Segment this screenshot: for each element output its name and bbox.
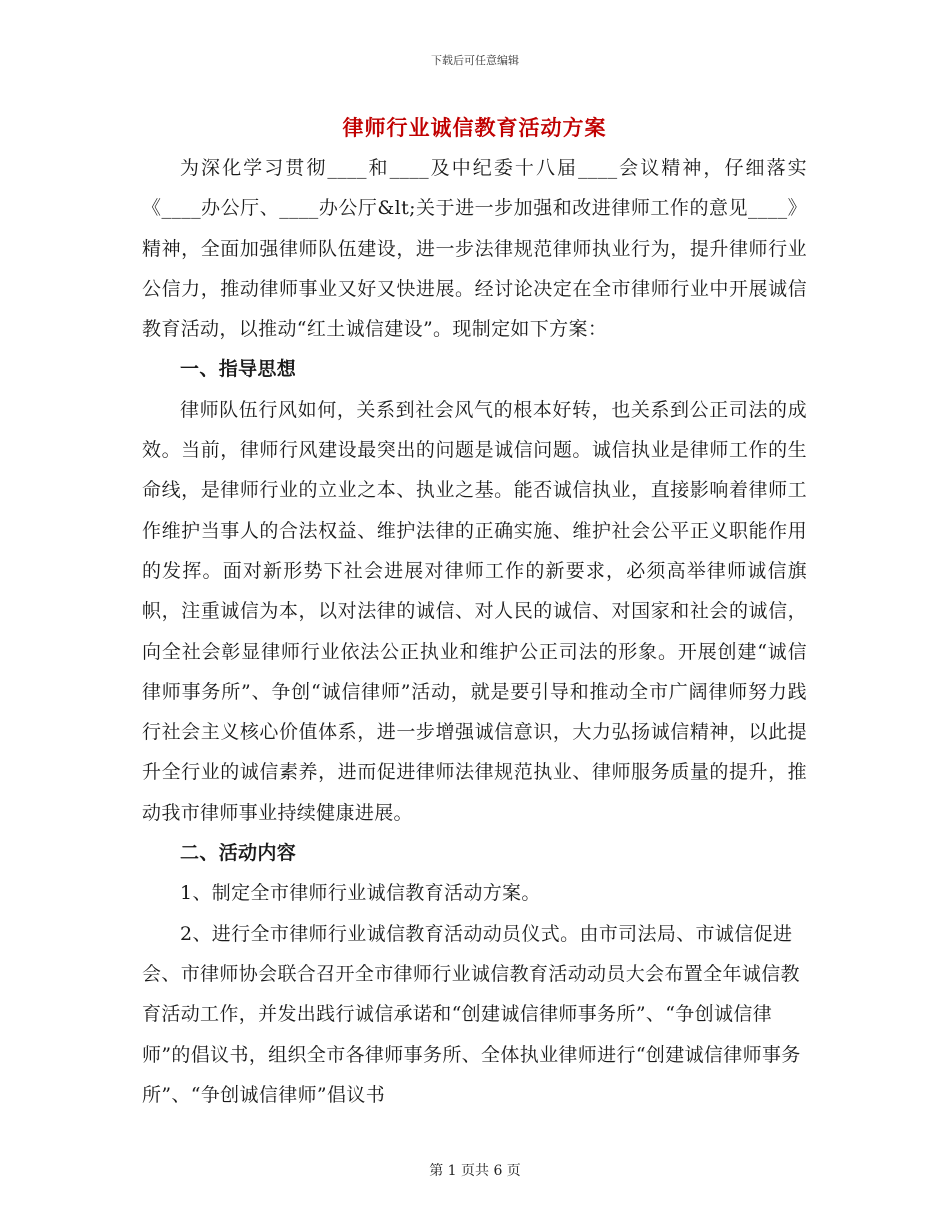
activity-item-1: 1、制定全市律师行业诚信教育活动方案。 — [180, 882, 541, 905]
activity-item-2: 2、进行全市律师行业诚信教育活动动员仪式。由市司法局、市诚信促进会、市律师协会联合召开全市律师行业诚信教育活动动员大会布置全年诚信教育活动工作，并发出践行诚信承诺和“创建诚信律师事务所”、“争创诚信律师”的倡议书，组织全市各律师事务所、全体执业律师进行“创建诚信律师事务所”、“争创诚信律师”倡议书 — [142, 922, 801, 1106]
document-title: 律师行业诚信教育活动方案 — [342, 115, 607, 140]
page-number: 第 1 页共 6 页 — [429, 1163, 521, 1179]
section-body-guiding-ideology: 律师队伍行风如何，关系到社会风气的根本好转，也关系到公正司法的成效。当前，律师行风建设最突出的问题是诚信问题。诚信执业是律师工作的生命线，是律师行业的立业之本、执业之基。能否诚信执业，直接影响着律师工作维护当事人的合法权益、维护法律的正确实施、维护社会公平正义职能作用的发挥。面对新形势下社会进展对律师工作的新要求，必须高举律师诚信旗帜，注重诚信为本，以对法律的诚信、对人民的诚信、对国家和社会的诚信，向全社会彰显律师行业依法公正执业和维护公正司法的形象。开展创建“诚信律师事务所”、争创“诚信律师”活动，就是要引导和推动全市广阔律师努力践行社会主义核心价值体系，进一步增强诚信意识，大力弘扬诚信精神，以此提升全行业的诚信素养，进而促进律师法律规范执业、律师服务质量的提升，推动我市律师事业持续健康进展。 — [142, 398, 807, 824]
document-page — [142, 110, 807, 1115]
page-header-note: 下载后可任意编辑 — [431, 54, 519, 67]
intro-paragraph: 为深化学习贯彻____和____及中纪委十八届____会议精神，仔细落实《____办公厅、____办公厅&lt;关于进一步加强和改进律师工作的意见____》精神，全面加强律师队伍建设，进一步法律规范律师执业行为，提升律师行业公信力，推动律师事业又好又快进展。经讨论决定在全市律师行业中开展诚信教育活动，以推动“红土诚信建设”。现制定如下方案： — [142, 157, 807, 341]
section-heading-activity-content: 二、活动内容 — [180, 842, 297, 865]
section-heading-guiding-ideology: 一、指导思想 — [180, 358, 297, 381]
